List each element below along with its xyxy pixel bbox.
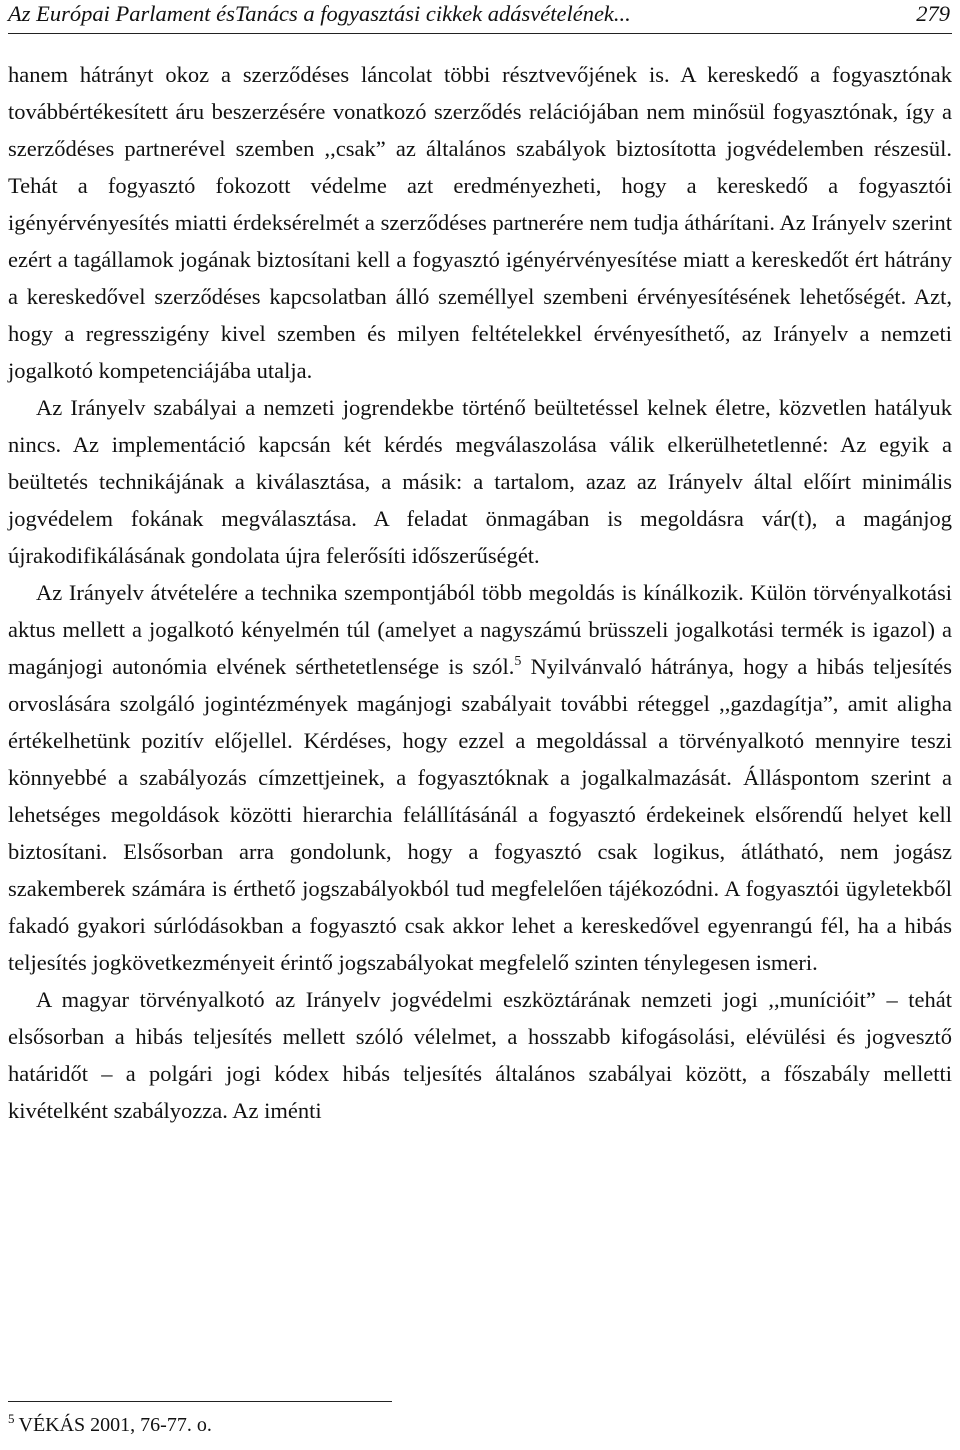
footnote-text: VÉKÁS 2001, 76-77. o. [18, 1414, 212, 1436]
paragraph-2 [8, 389, 952, 574]
running-title: Az Európai Parlament ésTanács a fogyasztási cikkek adásvételének... [8, 1, 631, 26]
paragraph-1 [8, 56, 952, 389]
body-text [8, 56, 952, 1129]
page-number: 279 [916, 1, 950, 26]
paragraph-text-continued: Nyilvánvaló hátránya, hogy a hibás teljesítés orvoslására szolgáló jogintézmények magánjogi szabályait további réteggel ,,gazdagítja”, amit aligha értékelhetünk pozitív előjellel. Kérdéses, hogy ezzel a megoldással a törvényalkotó mennyire teszi könnyebbé a szabályozás címzettjeinek, a fogyasztóknak a jogalkalmazását. Álláspontom szerint a lehetséges megoldások közötti hierarchia felállításánál a fogyasztó érdekeinek elsőrendű helyet kell biztosítani. Elsősorban arra gondolunk, hogy a fogyasztó csak logikus, átlátható, nem jogász szakemberek számára is érthető jogszabályokból tud megfelelően tájékozódni. A fogyasztói ügyletekből fakadó gyakori súrlódásokban a fogyasztó csak akkor lehet a kereskedővel egyenrangú fél, ha a hibás teljesítés jogkövetkezményeit érintő jogszabályokat megfelelő szinten ténylegesen ismeri. [8, 654, 952, 975]
paragraph-text: A magyar törvényalkotó az Irányelv jogvédelmi eszköztárának nemzeti jogi ,,munícióit” – tehát elsősorban a hibás teljesítés mellett szóló vélelmet, a hosszabb kifogásolási, elévülési és jogvesztő határidőt – a polgári jogi kódex hibás teljesítés általános szabályai között, a főszabály melletti kivételként szabályozza. Az iménti [8, 987, 952, 1123]
footnote [8, 1410, 212, 1440]
paragraph-text: Az Irányelv átvételére a technika szempontjából több megoldás is kínálkozik. Külön törvényalkotási aktus mellett a jogalkotó kényelmén túl (amelyet a nagyszámú brüsszeli jogalkotási termék is igazol) a magánjogi autonómia elvének sérthetetlensége is szól. [8, 580, 952, 679]
footnote-reference[interactable]: 5 [514, 654, 522, 669]
footnote-separator [8, 1401, 392, 1402]
running-header [8, 0, 952, 34]
paragraph-3 [8, 574, 952, 981]
paragraph-text: hanem hátrányt okoz a szerződéses láncolat többi résztvevőjének is. A kereskedő a fogyasztónak továbbértékesített áru beszerzésére vonatkozó szerződés relációjában nem minősül fogyasztónak, így a szerződéses partnerével szemben ,,csak” az általános szabályok biztosította jogvédelemben részesül. Tehát a fogyasztó fokozott védelme azt eredményezheti, hogy a kereskedő a fogyasztói igényérvényesítés miatti érdeksérelmét a szerződéses partnerére nem tudja áthárítani. Az Irányelv szerint ezért a tagállamok jogának biztosítani kell a fogyasztó igényérvényesítése miatt a kereskedőt ért hátrány a kereskedővel szerződéses kapcsolatban álló személlyel szembeni érvényesítésének lehetőségét. Azt, hogy a regresszigény kivel szemben és milyen feltételekkel érvényesíthető, az Irányelv a nemzeti jogalkotó kompetenciájába utalja. [8, 62, 952, 383]
document-page [8, 0, 952, 1129]
footnote-number: 5 [8, 1411, 15, 1426]
paragraph-text: Az Irányelv szabályai a nemzeti jogrendekbe történő beültetéssel kelnek életre, közvetlen hatályuk nincs. Az implementáció kapcsán két kérdés megválaszolása válik elkerülhetetlenné: Az egyik a beültetés technikájának a kiválasztása, a másik: a tartalom, azaz az Irányelv által előírt minimális jogvédelem fokának megválasztása. A feladat önmagában is megoldásra vár(t), a magánjog újrakodifikálásának gondolata újra felerősíti időszerűségét. [8, 395, 952, 568]
paragraph-4 [8, 981, 952, 1129]
